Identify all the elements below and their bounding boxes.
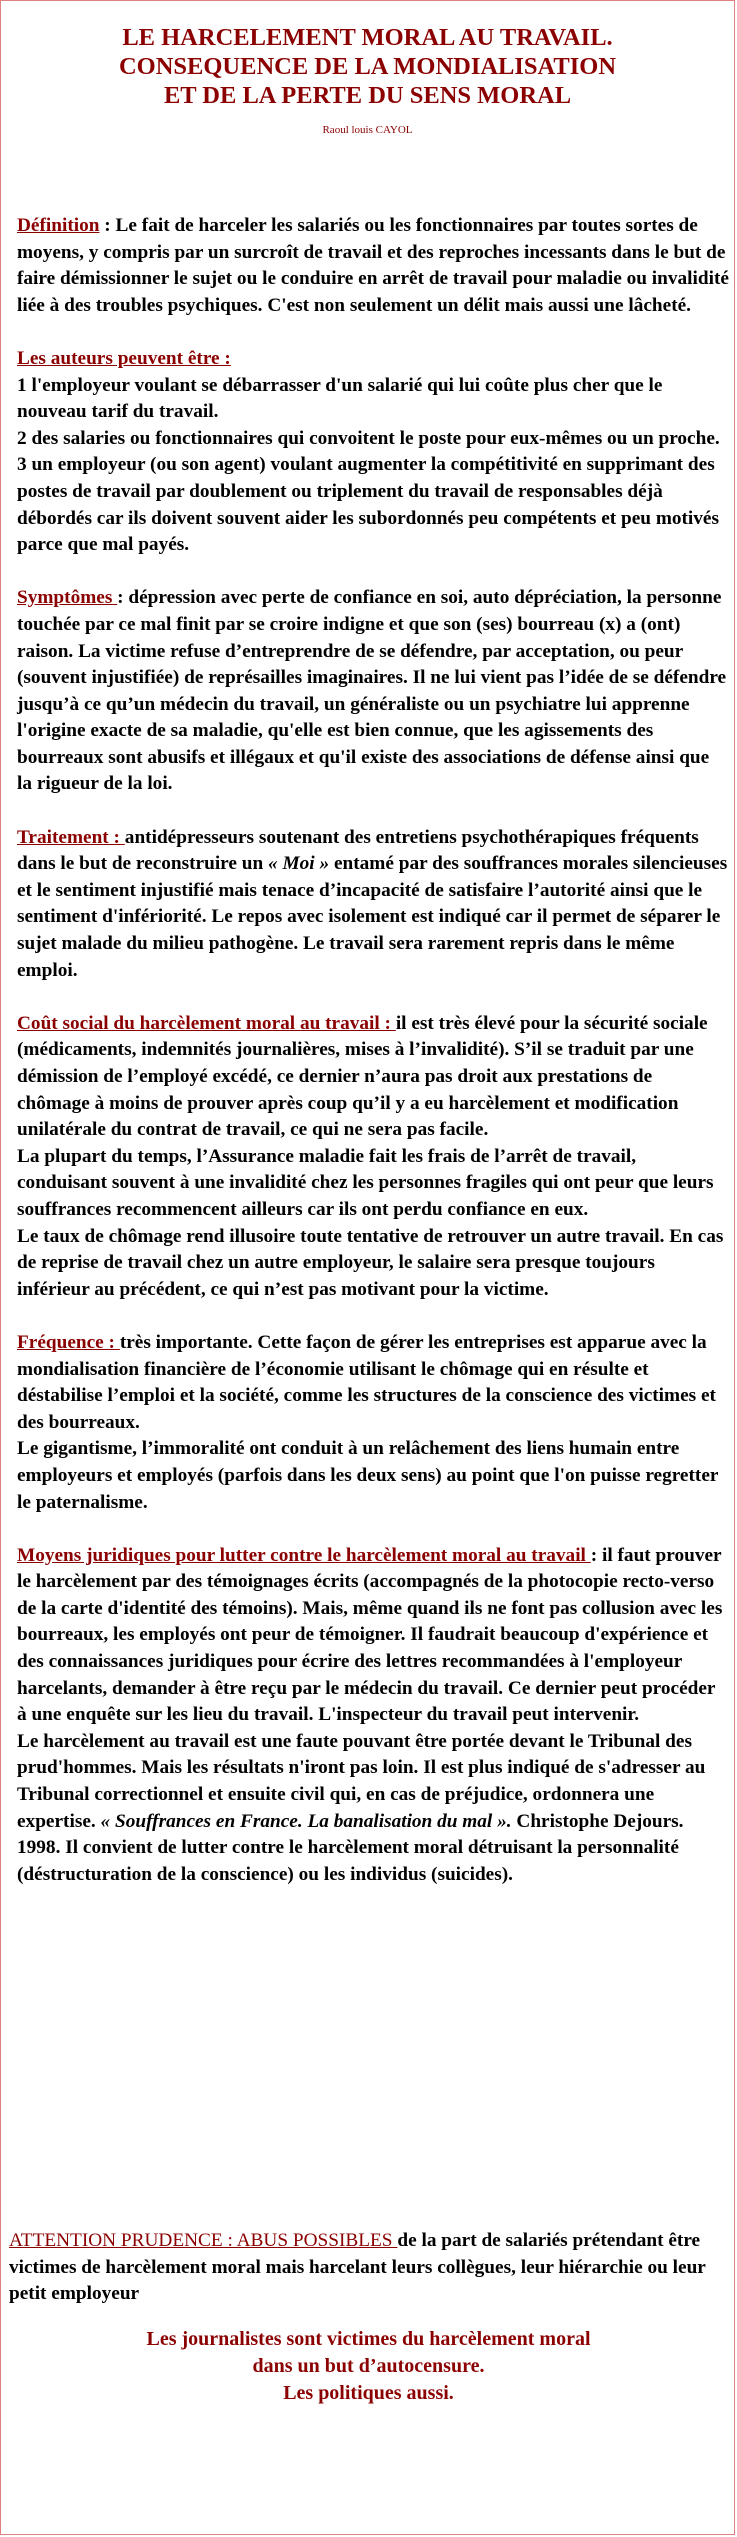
auteurs-item-2: 2 des salaries ou fonctionnaires qui convoitent le poste pour eux-mêmes ou un proche.	[17, 427, 720, 449]
frequence-paragraph-2: Le gigantisme, l’immoralité ont conduit à un relâchement des liens humain entre employeurs et employés (parfois dans les deux sens) au point que l'on puisse regretter le paternalisme.	[17, 1438, 719, 1513]
traitement-heading: Traitement :	[17, 826, 125, 848]
moyens-heading: Moyens juridiques pour lutter contre le harcèlement moral au travail	[17, 1544, 591, 1566]
auteurs-heading: Les auteurs peuvent être :	[17, 347, 231, 369]
traitement-text-after: entamé par des souffrances morales silencieuses et le sentiment injustifié mais tenace d’incapacité de satisfaire l’autorité ainsi que le sentiment d'infériorité. Le repos avec isolement est indiqué car il permet de séparer le sujet malade du milieu pathogène. Le travail sera rarement repris dans le même emploi.	[17, 853, 728, 981]
moyens-colon: :	[590, 1544, 598, 1566]
frequence-paragraph-1	[17, 1330, 729, 1436]
cout-text-1: il est très élevé pour la sécurité sociale (médicaments, indemnités journalières, mises à l’invalidité). S’il se traduit par une démission de l’employé excédé, ce dernier n’aura pas droit aux prestations de chômage à moins de prouver après coup qu’il y a eu harcèlement et modification unilatérale du contrat de travail, ce qui ne sera pas facile.	[17, 1012, 708, 1141]
moyens-paragraph-1	[17, 1543, 729, 1729]
moyens-book-title: « Souffrances en France. La banalisation du mal ».	[100, 1810, 512, 1832]
article-body	[17, 213, 729, 1888]
auteurs-item-3: 3 un employeur (ou son agent) voulant augmenter la compétitivité en supprimant des postes de travail par doublement ou triplement du travail de responsables déjà débordés car ils doivent souvent aider les subordonnés peu compétents et peu motivés parce que mal payés.	[17, 454, 719, 556]
cout-heading: Coût social du harcèlement moral au travail :	[17, 1012, 396, 1034]
definition-paragraph	[17, 213, 729, 319]
attention-heading: ATTENTION PRUDENCE : ABUS POSSIBLES	[9, 2230, 398, 2251]
auteurs-item-1: 1 l'employeur voulant se débarrasser d'un salarié qui lui coûte plus cher que le nouveau tarif du travail.	[17, 374, 663, 423]
symptomes-text: : dépression avec perte de confiance en soi, auto dépréciation, la personne touchée par ce mal finit par se croire indigne et que son (ses) bourreau (x) a (ont) raison. La victime refuse d’entreprendre de se défendre, par acceptation, ou peur (souvent injustifiée) de représailles imaginaires. Il ne lui vient pas l’idée de se défendre jusqu’à ce qu’un médecin du travail, un généraliste ou un psychiatre lui apprenne l'origine exacte de sa maladie, qu'elle est bien connue, que les agissements des bourreaux sont abusifs et illégaux et qu'il existe des associations de défense ainsi que la rigueur de la loi.	[17, 587, 727, 795]
moyens-text-2-after: Christophe Dejours. 1998. Il convient de lutter contre le harcèlement moral détruisant la personnalité (déstructuration de la conscience) ou les individus (suicides).	[17, 1810, 684, 1885]
cout-paragraph-3: Le taux de chômage rend illusoire toute tentative de retrouver un autre travail. En cas de reprise de travail chez un autre employeur, le salaire sera presque toujours inférieur au précédent, ce qui n’est pas motivant pour la victime.	[17, 1225, 724, 1300]
traitement-paragraph	[17, 825, 729, 985]
page-title	[1, 23, 734, 110]
moyens-text-1: il faut prouver le harcèlement par des témoignages écrits (accompagnés de la photocopie recto-verso de la carte d'identité des témoins). Mais, même quand ils ne font pas collusion avec les bourreaux, les employés ont peur de témoigner. Il faudrait beaucoup d'expérience et des connaissances juridiques pour écrire des lettres recommandées à l'employeur harcelants, demander à être reçu par le médecin du travail. Ce dernier peut procéder à une enquête sur les lieu du travail. L'inspecteur du travail peut intervenir.	[17, 1544, 723, 1726]
attention-text: de la part de salariés prétendant être victimes de harcèlement moral mais harcelant leurs collègues, leur hiérarchie ou leur petit employeur	[9, 2230, 706, 2305]
attention-paragraph	[9, 2228, 725, 2308]
frequence-heading: Fréquence :	[17, 1331, 120, 1353]
traitement-text-before: antidépresseurs soutenant des entretiens psychothérapiques fréquents dans le but de reconstruire un	[17, 826, 699, 875]
cout-paragraph-1	[17, 1011, 729, 1144]
frequence-text-1: très importante. Cette façon de gérer les entreprises est apparue avec la mondialisation financière de l’économie utilisant le chômage qui en résulte et déstabilise l’emploi et la société, comme les structures de la conscience des victimes et des bourreaux.	[17, 1331, 716, 1433]
traitement-moi: « Moi »	[268, 853, 330, 875]
auteurs-heading-line	[17, 346, 729, 373]
author-name: Raoul louis CAYOL	[322, 124, 413, 136]
cout-paragraph-2: La plupart du temps, l’Assurance maladie fait les frais de l’arrêt de travail, conduisant souvent à une invalidité chez les personnes fragiles qui ont peur que leurs souffrances recommencent ailleurs car ils ont perdu confiance en eux.	[17, 1145, 714, 1220]
symptomes-heading: Symptômes	[17, 587, 118, 609]
closing-line-2: dans un but d’autocensure.	[252, 2355, 485, 2377]
moyens-paragraph-2	[17, 1729, 729, 1889]
symptomes-paragraph	[17, 585, 729, 798]
title-line-3: ET DE LA PERTE DU SENS MORAL	[163, 82, 572, 109]
title-line-1: LE HARCELEMENT MORAL AU TRAVAIL.	[122, 24, 613, 51]
closing-line-3: Les politiques aussi.	[283, 2382, 454, 2404]
definition-text: : Le fait de harceler les salariés ou les fonctionnaires par toutes sortes de moyens, y compris par un surcroît de travail et des reproches incessants dans le but de faire démissionner le sujet ou le conduire en arrêt de travail pour maladie ou invalidité liée à des troubles psychiques. C'est non seulement un délit mais aussi une lâcheté.	[17, 215, 729, 316]
closing-note	[1, 2326, 736, 2407]
title-line-2: CONSEQUENCE DE LA MONDIALISATION	[118, 53, 617, 80]
closing-line-1: Les journalistes sont victimes du harcèlement moral	[146, 2328, 591, 2350]
definition-heading: Définition	[17, 215, 100, 236]
moyens-text-2-before: Le harcèlement au travail est une faute pouvant être portée devant le Tribunal des prud'hommes. Mais les résultats n'iront pas loin. Il est plus indiqué de s'adresser au Tribunal correctionnel et ensuite civil qui, en cas de préjudice, ordonnera une expertise.	[17, 1730, 706, 1832]
